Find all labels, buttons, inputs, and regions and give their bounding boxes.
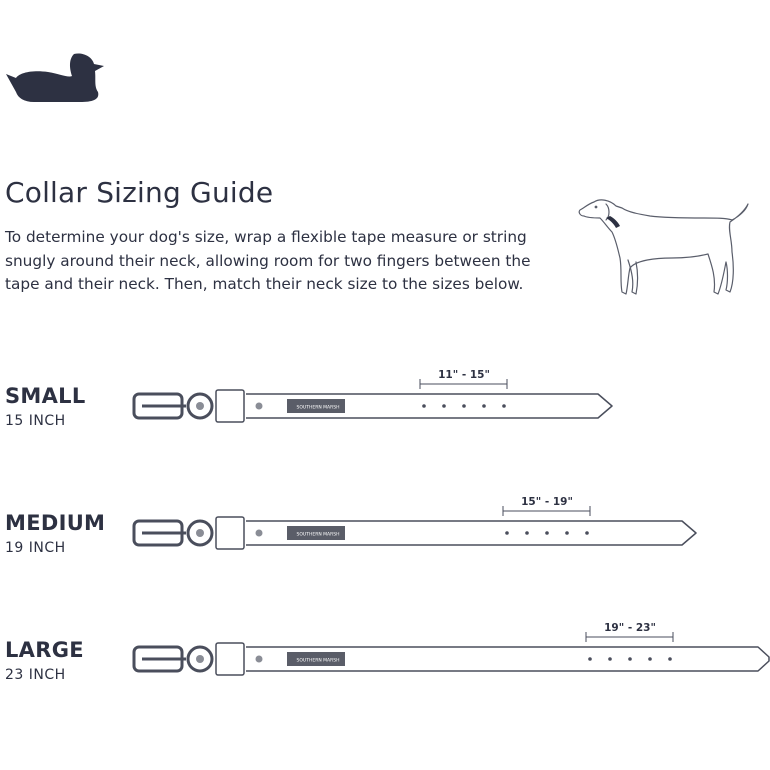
brand-patch-text: SOUTHERN MARSH: [296, 532, 340, 538]
brand-patch-text: SOUTHERN MARSH: [296, 405, 340, 411]
brand-patch-text: SOUTHERN MARSH: [296, 658, 340, 664]
size-length: 15 INCH: [5, 413, 66, 429]
collar-large: [0, 617, 770, 681]
size-name: MEDIUM: [5, 511, 106, 535]
intro-line: snugly around their neck, allowing room for two fingers between the: [5, 251, 531, 270]
rivet: [256, 530, 263, 537]
intro-line: To determine your dog's size, wrap a flexible tape measure or string: [5, 228, 527, 246]
keeper-loop: [216, 517, 244, 549]
range-label: 19" - 23": [604, 622, 656, 634]
collar-strap: [134, 390, 612, 422]
collar-strap: [134, 643, 769, 675]
rivet: [256, 403, 263, 410]
intro-text: [5, 226, 545, 297]
collar-medium: [0, 491, 770, 555]
duck-logo: [4, 52, 104, 108]
range-bracket: [586, 622, 673, 642]
range-bracket: [420, 369, 507, 389]
keeper-loop: [216, 390, 244, 422]
page-title: Collar Sizing Guide: [5, 176, 274, 209]
size-name: LARGE: [5, 638, 84, 662]
size-length: 19 INCH: [5, 540, 66, 556]
keeper-loop: [216, 643, 244, 675]
intro-line: tape and their neck. Then, match their neck size to the sizes below.: [5, 275, 524, 293]
collar-strap: [134, 517, 696, 549]
size-name: SMALL: [5, 384, 86, 408]
dog-illustration: [576, 196, 756, 304]
duck-logo-icon: [4, 52, 104, 104]
range-label: 15" - 19": [521, 496, 573, 508]
size-length: 23 INCH: [5, 667, 66, 683]
rivet: [256, 656, 263, 663]
collar-small: [0, 364, 770, 428]
range-bracket: [503, 496, 590, 516]
dog-with-collar-icon: [576, 196, 756, 300]
range-label: 11" - 15": [438, 369, 490, 381]
